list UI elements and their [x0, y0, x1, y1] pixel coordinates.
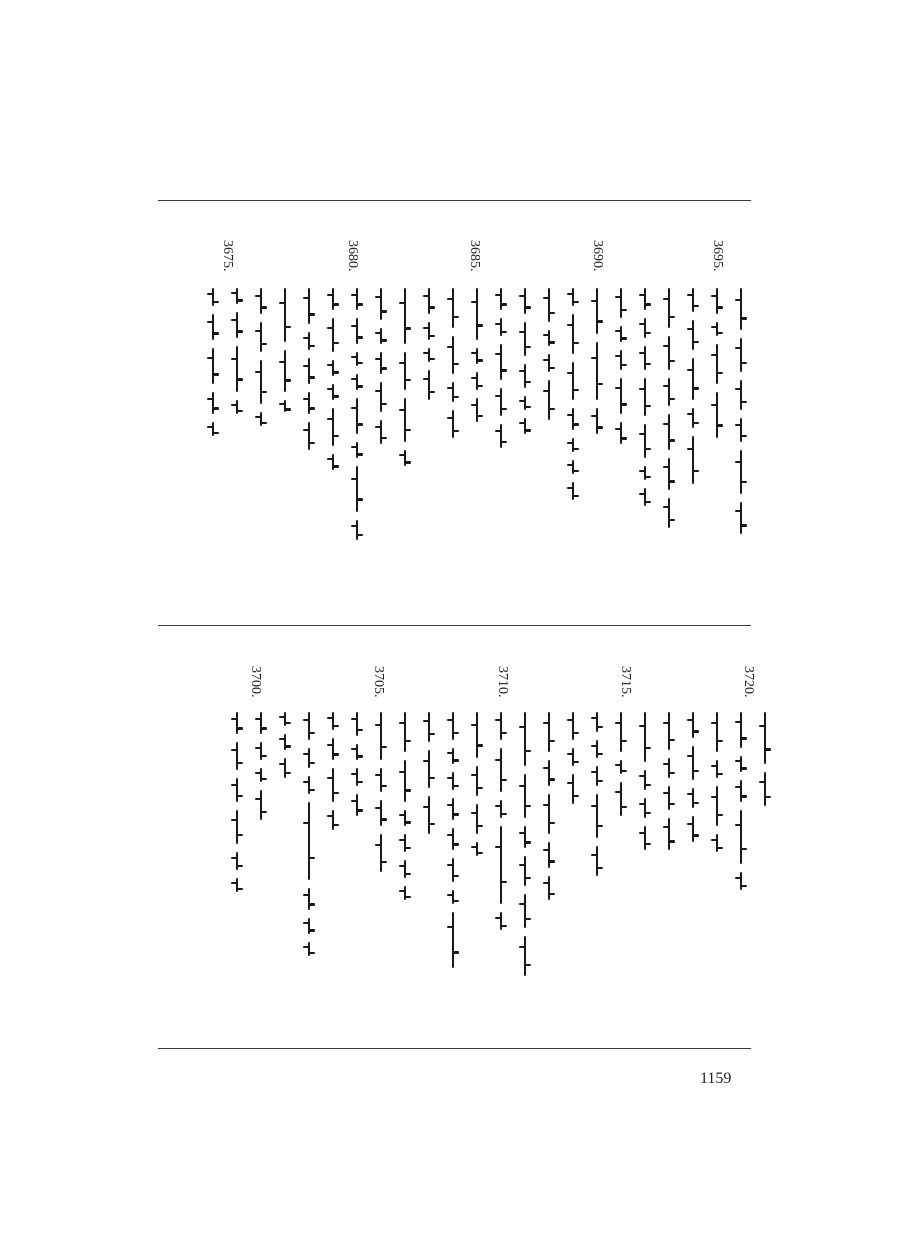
verse-line: [732, 288, 750, 534]
verse-line: [252, 712, 270, 820]
line-number: 3675.: [220, 240, 235, 272]
verse-line: [372, 712, 390, 872]
line-number: 3700.: [248, 666, 263, 698]
verse-line: [492, 288, 510, 448]
verse-line: [540, 712, 558, 900]
verse-line: [516, 288, 534, 434]
verse-line: [684, 712, 702, 842]
verse-line: [708, 288, 726, 438]
verse-line: [228, 712, 246, 892]
line-number: 3705.: [371, 666, 386, 698]
verse-line: [564, 712, 582, 804]
verse-line: [300, 712, 318, 956]
line-number: 3715.: [618, 666, 633, 698]
verse-line: [684, 288, 702, 484]
line-number: 3720.: [741, 666, 756, 698]
verse-line: [732, 712, 750, 890]
verse-line: [396, 288, 414, 466]
verse-line: [444, 712, 462, 968]
verse-line: [468, 288, 486, 422]
verse-line: [516, 712, 534, 976]
verse-line: [588, 288, 606, 434]
line-number: 3710.: [495, 666, 510, 698]
verse-line: [660, 712, 678, 850]
verse-line: [612, 712, 630, 816]
line-number: 3680.: [345, 240, 360, 272]
verse-line: [204, 288, 222, 436]
verse-line: [420, 288, 438, 400]
verse-line: [636, 712, 654, 850]
verse-line: [540, 288, 558, 420]
verse-line: [372, 288, 390, 444]
verse-line: [228, 288, 246, 414]
page-number: 1159: [700, 1070, 732, 1087]
bottom-rule: [158, 1048, 751, 1049]
verse-line: [636, 288, 654, 506]
verse-line: [324, 712, 342, 830]
middle-rule: [158, 625, 751, 626]
line-number: 3690.: [590, 240, 605, 272]
verse-line: [252, 288, 270, 426]
verse-line: [492, 712, 510, 930]
verse-line: [468, 712, 486, 856]
top-rule: [158, 200, 751, 201]
verse-line: [564, 288, 582, 500]
line-number: 3695.: [710, 240, 725, 272]
verse-line: [708, 712, 726, 852]
verse-line: [276, 712, 294, 778]
verse-line: [444, 288, 462, 438]
line-number: 3685.: [467, 240, 482, 272]
verse-line: [396, 712, 414, 900]
verse-line: [420, 712, 438, 834]
verse-line: [612, 288, 630, 444]
verse-line: [276, 288, 294, 412]
verse-line: [660, 288, 678, 528]
verse-line: [588, 712, 606, 876]
verse-line: [348, 712, 366, 816]
verse-line: [348, 288, 366, 540]
verse-line: [324, 288, 342, 470]
verse-line: [300, 288, 318, 450]
verse-line: [756, 712, 774, 806]
